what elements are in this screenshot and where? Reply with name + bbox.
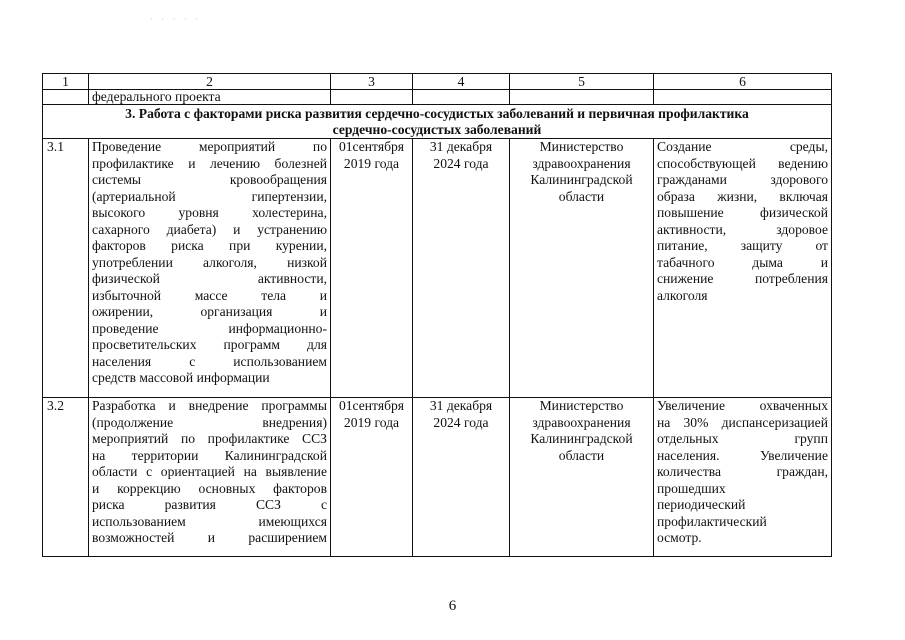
continuation-row — [43, 90, 832, 105]
scan-artifact: · · · · · — [150, 14, 201, 24]
description-line: проведение информационно- — [92, 320, 327, 336]
description-line: просветительских программ для — [92, 337, 327, 352]
description-line: системы кровообращения — [92, 172, 327, 187]
page-number: 6 — [448, 598, 457, 614]
end-date-line: 31 декабря — [429, 398, 493, 413]
result-line: питание, защиту от — [657, 238, 828, 253]
result-line: Увеличение охваченных — [657, 398, 828, 413]
measure-description — [89, 139, 331, 398]
end-date-line: 2024 года — [433, 155, 489, 171]
start-date-line: 2019 года — [343, 155, 400, 171]
expected-result — [654, 398, 832, 557]
column-header: 4 — [413, 74, 510, 90]
empty-cell — [43, 90, 89, 105]
description-line: сахарного диабета) и устранению — [92, 221, 327, 237]
description-line: факторов риска при курении, — [92, 238, 327, 253]
result-line: профилактический — [657, 513, 767, 529]
column-header: 6 — [654, 74, 832, 90]
description-line: физической активности, — [92, 271, 327, 286]
responsible-line: Калининградской — [530, 431, 633, 446]
result-line: на 30% диспансеризацией — [657, 414, 828, 430]
description-line: Разработка и внедрение программы — [92, 398, 327, 413]
section-heading-line: 3. Работа с факторами риска развития сердечно-сосудистых заболеваний и первичная профилактика — [125, 106, 749, 121]
responsible-line: здравоохранения — [532, 155, 631, 171]
plan-table — [42, 73, 832, 557]
start-date — [331, 139, 413, 398]
end-date — [413, 398, 510, 557]
end-date-line: 2024 года — [433, 414, 489, 430]
result-line: осмотр. — [657, 530, 702, 545]
result-line: снижение потребления — [657, 271, 828, 286]
description-line: на территории Калининградской — [92, 447, 327, 463]
description-line: высокого уровня холестерина, — [92, 205, 327, 220]
result-line: количества граждан, — [657, 464, 828, 479]
description-line: мероприятий по профилактике ССЗ — [92, 431, 327, 446]
result-line: Создание среды, — [657, 139, 828, 154]
empty-cell — [654, 90, 832, 105]
column-header: 2 — [89, 74, 331, 90]
result-line: прошедших — [657, 480, 726, 496]
continuation-text: федерального проекта — [89, 90, 331, 105]
result-line: повышение физической — [657, 205, 828, 220]
end-date — [413, 139, 510, 398]
description-line: избыточной массе тела и — [92, 287, 327, 303]
result-line: табачного дыма и — [657, 254, 828, 270]
column-header: 1 — [43, 74, 89, 90]
table-header-row — [43, 74, 832, 90]
measure-description — [89, 398, 331, 557]
result-line: периодический — [657, 497, 746, 512]
result-line: гражданами здорового — [657, 172, 828, 187]
empty-cell — [510, 90, 654, 105]
result-line: алкоголя — [657, 287, 708, 303]
table-row — [43, 139, 832, 398]
description-line: профилактике и лечению болезней — [92, 155, 327, 171]
result-line: образа жизни, включая — [657, 188, 828, 204]
table-row — [43, 398, 832, 557]
section-heading — [43, 105, 832, 139]
end-date-line: 31 декабря — [429, 139, 493, 154]
description-line: (продолжение внедрения) — [92, 414, 327, 430]
responsible-line: Министерство — [539, 139, 624, 154]
description-line: Проведение мероприятий по — [92, 139, 327, 154]
start-date-line: 01сентября — [338, 398, 405, 413]
expected-result — [654, 139, 832, 398]
start-date-line: 01сентября — [338, 139, 405, 154]
responsible-line: области — [558, 447, 605, 463]
description-line: возможностей и расширением — [92, 530, 327, 545]
description-line: области с ориентацией на выявление — [92, 464, 327, 479]
row-number: 3.1 — [43, 139, 89, 398]
result-line: способствующей ведению — [657, 155, 828, 171]
responsible-body — [510, 139, 654, 398]
responsible-line: Калининградской — [530, 172, 633, 187]
description-line: употреблении алкоголя, низкой — [92, 254, 327, 270]
start-date-line: 2019 года — [343, 414, 400, 430]
description-line: средств массовой информации — [92, 370, 270, 385]
responsible-line: Министерство — [539, 398, 624, 413]
column-header: 3 — [331, 74, 413, 90]
start-date — [331, 398, 413, 557]
result-line: населения. Увеличение — [657, 447, 828, 463]
empty-cell — [331, 90, 413, 105]
description-line: (артериальной гипертензии, — [92, 188, 327, 204]
description-line: и коррекцию основных факторов — [92, 480, 327, 496]
responsible-line: здравоохранения — [532, 414, 631, 430]
result-line: активности, здоровое — [657, 221, 828, 237]
section-heading-line: сердечно-сосудистых заболеваний — [332, 122, 542, 137]
description-line: населения с использованием — [92, 353, 327, 369]
empty-cell — [413, 90, 510, 105]
section-heading-row — [43, 105, 832, 139]
description-line: ожирении, организация и — [92, 304, 327, 319]
result-line: отдельных групп — [657, 431, 828, 446]
responsible-line: области — [558, 188, 605, 204]
responsible-body — [510, 398, 654, 557]
description-line: риска развития ССЗ с — [92, 497, 327, 512]
row-number: 3.2 — [43, 398, 89, 557]
description-line: использованием имеющихся — [92, 513, 327, 529]
column-header: 5 — [510, 74, 654, 90]
